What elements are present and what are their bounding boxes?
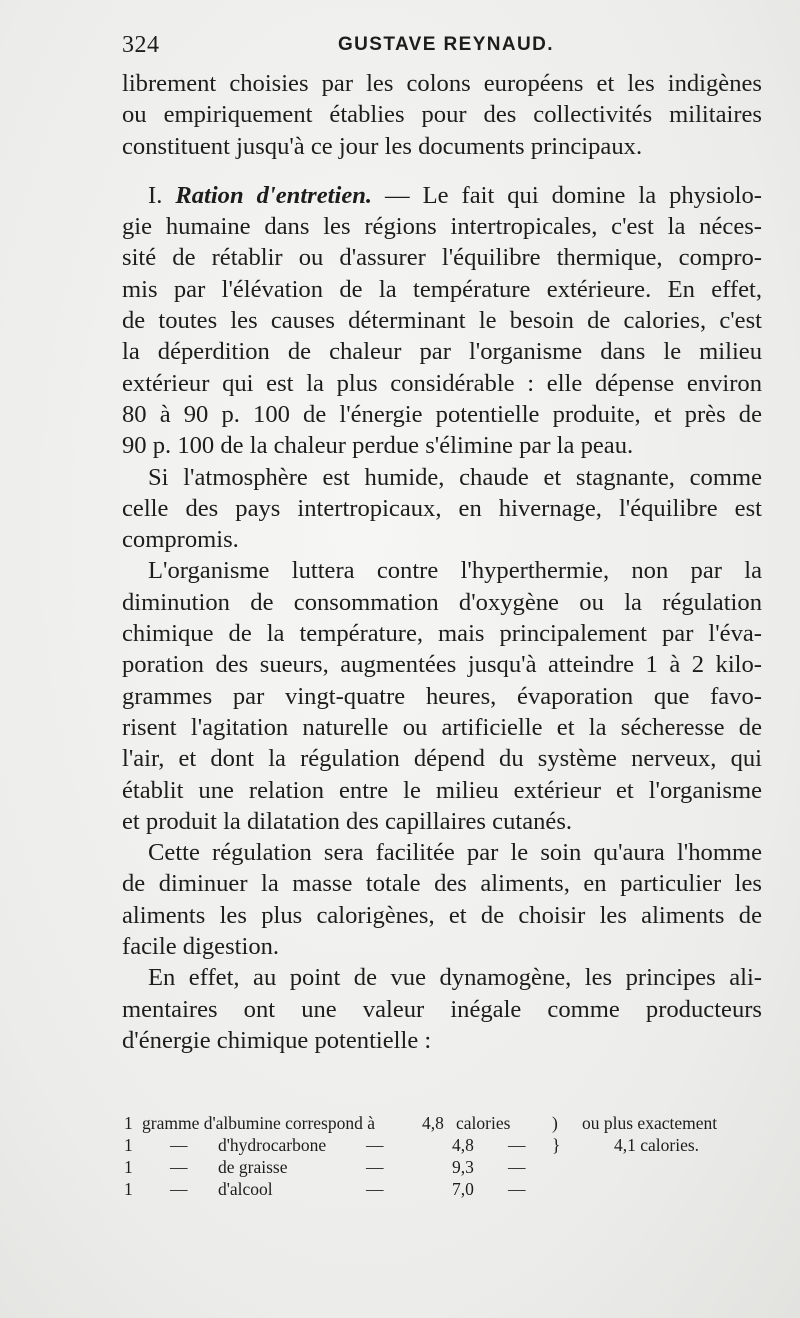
table-row: [122, 1156, 762, 1178]
body-text: [122, 68, 762, 1056]
note-cell: 4,1 calories.: [614, 1135, 700, 1155]
section-number: I.: [148, 181, 163, 209]
text-line: compromis.: [122, 526, 239, 554]
brace-mark: }: [552, 1135, 561, 1155]
text-line: celle des pays intertropicaux, en hivernage, l'équilibre est: [122, 494, 762, 522]
text-line: de toutes les causes déterminant le besoin de calories, c'est: [122, 307, 762, 335]
substance-cell: d'hydrocarbone: [218, 1135, 327, 1155]
section-title: Ration d'entretien.: [175, 181, 373, 209]
substance-cell: de graisse: [218, 1157, 288, 1177]
text-line: chimique de la température, mais principalement par l'éva-: [122, 620, 762, 648]
text-line: diminution de consommation d'oxygène ou la régulation: [122, 588, 762, 616]
ditto-dash: —: [170, 1179, 188, 1199]
text-line: 90 p. 100 de la chaleur perdue s'élimine par la peau.: [122, 432, 634, 460]
running-title: GUSTAVE REYNAUD.: [338, 34, 554, 55]
table-row: [122, 1178, 762, 1200]
ditto-dash: —: [170, 1135, 188, 1155]
text-line: d'énergie chimique potentielle :: [122, 1026, 432, 1054]
ditto-dash: —: [508, 1157, 526, 1177]
text-line: librement choisies par les colons européens et les indigènes: [122, 70, 762, 97]
page-number: 324: [122, 32, 160, 58]
text-line: 80 à 90 p. 100 de l'énergie potentielle produite, et près de: [122, 400, 762, 428]
page-header: [122, 28, 762, 64]
text-line: l'air, et dont la régulation dépend du système nerveux, qui: [122, 745, 762, 773]
text-line: mis par l'élévation de la température extérieure. En effet,: [122, 275, 762, 303]
text-line: établit une relation entre le milieu extérieur et l'organisme: [122, 776, 762, 804]
value-cell: 4,8: [422, 1113, 444, 1133]
value-cell: 9,3: [452, 1157, 474, 1177]
quantity-cell: 1: [124, 1113, 133, 1133]
note-cell: ou plus exactement: [582, 1113, 718, 1133]
section-heading-line: [122, 180, 762, 211]
text-line: Si l'atmosphère est humide, chaude et stagnante, comme: [148, 463, 762, 491]
table-row: [122, 1134, 762, 1156]
quantity-cell: 1: [124, 1157, 133, 1177]
ditto-dash: —: [366, 1179, 384, 1199]
text-line: En effet, au point de vue dynamogène, les principes ali-: [148, 964, 762, 992]
text-line: de diminuer la masse totale des aliments, en particulier les: [122, 870, 762, 898]
text-line: grammes par vingt-quatre heures, évaporation que favo-: [122, 682, 762, 710]
text-line: extérieur qui est la plus considérable : elle dépense environ: [122, 369, 762, 397]
ditto-dash: —: [366, 1157, 384, 1177]
brace-mark: ): [552, 1113, 558, 1133]
text-line: mentaires ont une valeur inégale comme producteurs: [122, 995, 762, 1023]
quantity-cell: 1: [124, 1135, 133, 1155]
text-line: aliments les plus calorigènes, et de choisir les aliments de: [122, 901, 762, 929]
text-line: Cette régulation sera facilitée par le soin qu'aura l'homme: [148, 839, 762, 867]
section-heading-continuation: — Le fait qui domine la physiolo-: [385, 181, 762, 209]
value-cell: 4,8: [452, 1135, 474, 1155]
ditto-dash: —: [170, 1157, 188, 1177]
quantity-cell: 1: [124, 1179, 133, 1199]
text-line: sité de rétablir ou d'assurer l'équilibre thermique, compro-: [122, 244, 762, 272]
text-line: ou empiriquement établies pour des collectivités militaires: [122, 101, 762, 129]
ditto-dash: —: [508, 1179, 526, 1199]
description-cell: gramme d'albumine correspond à: [142, 1113, 376, 1133]
value-cell: 7,0: [452, 1179, 474, 1199]
text-line: et produit la dilatation des capillaires cutanés.: [122, 807, 573, 835]
ditto-dash: —: [508, 1135, 526, 1155]
calorie-table: [122, 1112, 762, 1200]
unit-cell: calories: [456, 1113, 511, 1133]
text-line: facile digestion.: [122, 933, 280, 961]
text-line: risent l'agitation naturelle ou artificielle et la sécheresse de: [122, 713, 762, 741]
table-row: [122, 1112, 762, 1134]
text-line: gie humaine dans les régions intertropicales, c'est la néces-: [122, 213, 762, 241]
text-line: la déperdition de chaleur par l'organisme dans le milieu: [122, 338, 762, 366]
text-line: constituent jusqu'à ce jour les documents principaux.: [122, 132, 643, 160]
text-line: L'organisme luttera contre l'hyperthermie, non par la: [148, 557, 762, 585]
ditto-dash: —: [366, 1135, 384, 1155]
text-line: poration des sueurs, augmentées jusqu'à atteindre 1 à 2 kilo-: [122, 651, 762, 679]
substance-cell: d'alcool: [218, 1179, 273, 1199]
